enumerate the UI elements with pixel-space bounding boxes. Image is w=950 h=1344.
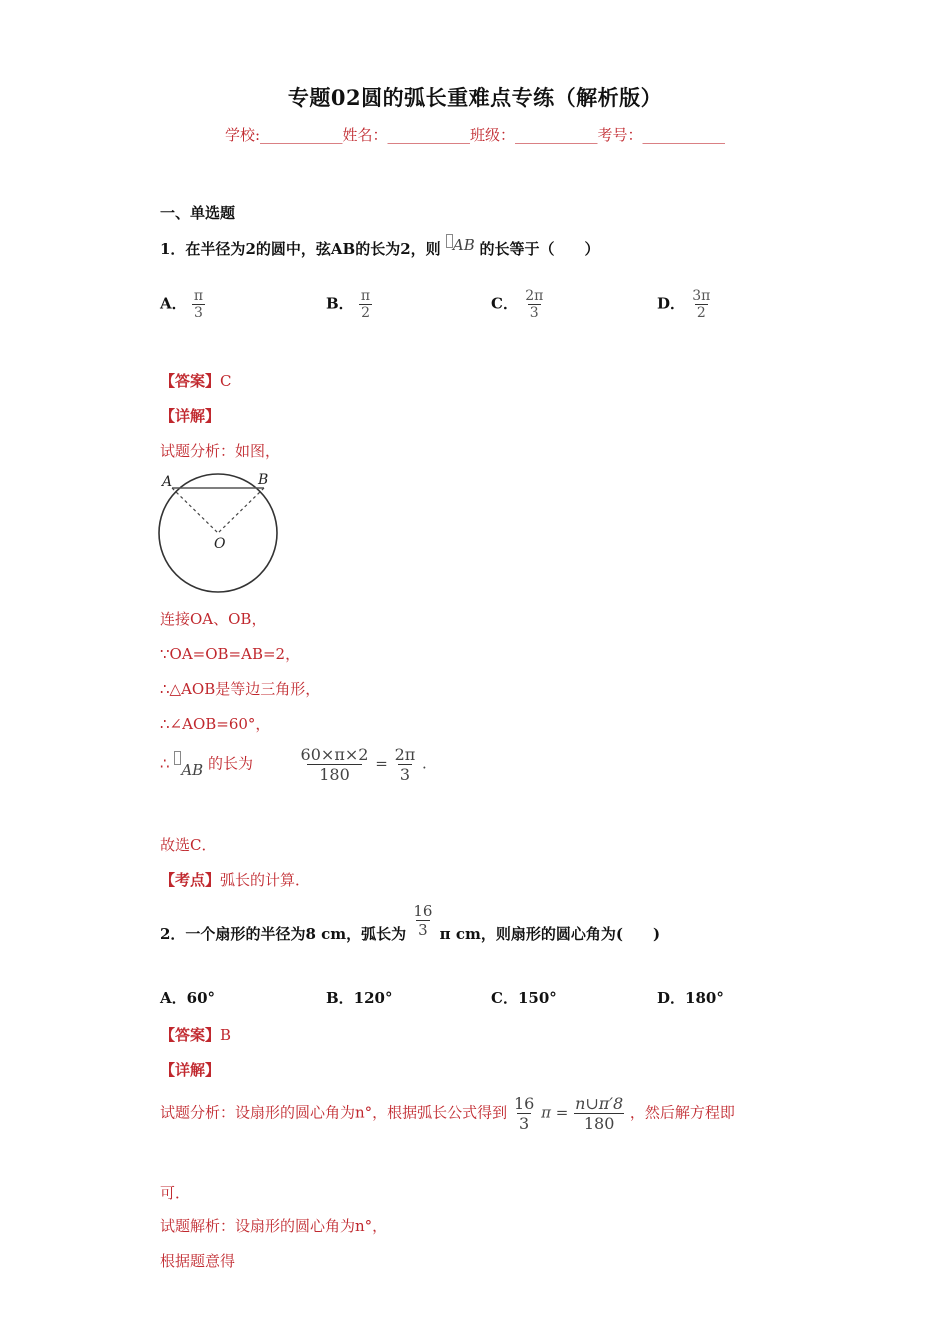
q1-arc-ab — [446, 236, 480, 254]
option-fraction — [359, 288, 372, 321]
kaodian-tag: 【考点】 — [160, 871, 221, 889]
radius-oa — [172, 488, 218, 533]
q2-analysis-line — [160, 1094, 735, 1133]
document-title: 专题02圆的弧长重难点专练（解析版） — [287, 85, 663, 110]
q2-formula-left — [512, 1094, 536, 1133]
q1-analysis: 试题分析：如图， — [160, 442, 281, 460]
fraction-numerator: 2π — [394, 745, 416, 764]
fraction-numerator: 16 — [413, 902, 433, 920]
fraction-numerator: 16 — [513, 1094, 535, 1113]
therefore-symbol: ∴ — [160, 754, 170, 773]
q1-option-d — [657, 288, 712, 321]
q2-basis: 根据题意得 — [160, 1252, 236, 1270]
arc-length-text: 的长为 — [207, 754, 253, 773]
fraction-denominator: 3 — [399, 765, 410, 784]
fraction-denominator: 180 — [307, 764, 362, 784]
fraction-denominator: 3 — [194, 305, 203, 321]
section-heading: 一、单选题 — [160, 204, 236, 222]
q1-step-2: ∵OA=OB=AB=2， — [160, 645, 301, 663]
option-label: D． — [657, 294, 686, 313]
q2-arc-fraction — [411, 902, 434, 939]
q2-analysis-start: 试题分析：设扇形的圆心角为n°，根据弧长公式得到 — [160, 1103, 508, 1122]
q1-stem-end: 的长等于（ ） — [479, 240, 600, 258]
q1-answer — [160, 370, 232, 391]
fraction-denominator: 2 — [361, 305, 370, 321]
fraction-denominator: 3 — [418, 921, 428, 939]
fraction-denominator: 3 — [529, 305, 539, 321]
fraction-numerator: 3π — [692, 288, 711, 304]
answer-tag: 【答案】 — [160, 1026, 221, 1044]
point-b-label: B — [258, 472, 269, 488]
q1-step-1: 连接OA、OB， — [160, 610, 267, 628]
q1-conclusion: 故选C． — [160, 836, 217, 854]
q1-step-3: ∴△AOB是等边三角形， — [160, 680, 321, 698]
fraction-denominator: 3 — [519, 1114, 530, 1133]
q1-arc-length-line — [160, 745, 427, 784]
arc-symbol-icon — [446, 234, 453, 248]
fraction-numerator: 60×π×2 — [300, 745, 369, 764]
fraction-numerator: 2π — [525, 288, 544, 304]
q1-stem-start: 1．在半径为2的圆中，弦AB的长为2，则 — [160, 240, 441, 258]
point-o-label: O — [214, 536, 226, 552]
fraction-numerator: n∪π′8 — [575, 1094, 624, 1113]
q2-stem-end: π cm，则扇形的圆心角为( ) — [439, 924, 661, 943]
calc-fraction — [299, 745, 371, 784]
q1-option-c — [491, 288, 545, 321]
q2-option-c: C．150° — [491, 989, 557, 1007]
fraction-denominator: 180 — [574, 1113, 625, 1133]
equals-sign: = — [555, 1103, 569, 1122]
q1-kaodian — [160, 869, 310, 890]
option-label: B． — [326, 294, 354, 313]
option-fraction — [690, 288, 712, 321]
kaodian-value: 弧长的计算． — [220, 871, 311, 889]
point-a-label: A — [162, 474, 173, 490]
answer-value: C — [220, 372, 232, 390]
equals-sign: = — [375, 754, 388, 773]
q2-formula-right — [573, 1094, 625, 1133]
option-fraction — [192, 288, 205, 321]
fraction-numerator: π — [360, 288, 371, 304]
q2-option-a: A．60° — [160, 989, 216, 1007]
fraction-denominator: 2 — [696, 305, 706, 321]
pi-symbol: π — [541, 1103, 551, 1122]
q2-stem-start: 2．一个扇形的半径为8 cm，弧长为 — [160, 924, 407, 943]
q1-arc-label: AB — [452, 236, 475, 254]
circle-figure — [152, 466, 287, 596]
q2-option-b: B．120° — [326, 989, 393, 1007]
option-label: C． — [491, 294, 518, 313]
fraction-numerator: π — [193, 288, 204, 304]
q1-detail-tag: 【详解】 — [160, 407, 221, 425]
q2-answer — [160, 1024, 231, 1045]
q1-option-a — [160, 288, 205, 321]
answer-value: B — [220, 1026, 232, 1044]
option-fraction — [523, 288, 545, 321]
q2-option-d: D．180° — [657, 989, 724, 1007]
result-fraction — [393, 745, 418, 784]
arc-label: AB — [181, 760, 204, 779]
option-label: A． — [160, 294, 187, 313]
q2-analysis-cont: 可． — [160, 1184, 191, 1202]
radius-ob — [218, 488, 264, 533]
q1-option-b — [326, 288, 372, 321]
q2-stem — [160, 902, 661, 943]
q1-stem — [160, 238, 600, 259]
q1-arc-ab-2 — [174, 761, 208, 779]
q1-step-4: ∴∠AOB=60°， — [160, 715, 271, 733]
period: . — [422, 754, 427, 773]
answer-tag: 【答案】 — [160, 372, 221, 390]
q2-solution: 试题解析：设扇形的圆心角为n°， — [160, 1217, 388, 1235]
q2-analysis-end: ，然后解方程即 — [629, 1103, 735, 1122]
student-info-line: 学校:___________姓名：___________班级：___________考号：___________ — [224, 126, 726, 144]
q2-detail-tag: 【详解】 — [160, 1061, 221, 1079]
